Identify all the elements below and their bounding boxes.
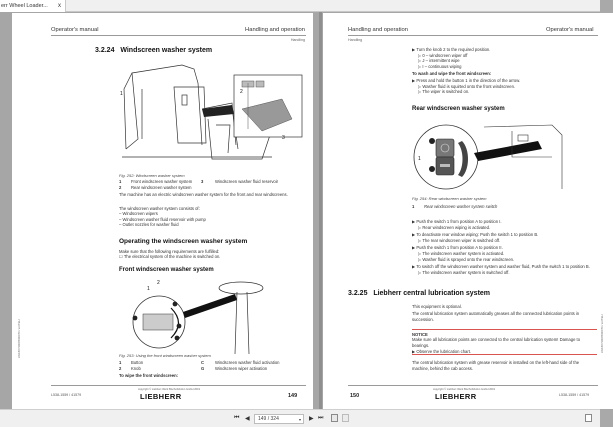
components-list: – Windscreen wipers – Windscreen washer fluid reservoir with pump – Outlet nozzles for washer fluid bbox=[119, 211, 206, 228]
document-viewer[interactable] bbox=[0, 12, 604, 409]
svg-text:1: 1 bbox=[147, 286, 150, 292]
steering-column-switch-figure bbox=[127, 278, 267, 354]
liebherr-logo: LIEBHERR bbox=[140, 392, 182, 401]
svg-text:1: 1 bbox=[120, 91, 123, 97]
header-right: Operator's manual bbox=[546, 27, 594, 33]
fig252-legend: 1 Front windscreen washer system 3 Windscreen washer fluid reservoir 2 Rear windscreen washer system bbox=[119, 179, 279, 190]
rear-step-1: ▶ Push the switch 1 from position A to position I. ▷ Rear windscreen wiping is activated. bbox=[412, 219, 502, 230]
fig252-caption: Fig. 252: Windscreen washer system bbox=[119, 173, 185, 178]
doc-id: L538-1559 / 41579 bbox=[51, 393, 82, 397]
to-wipe-label: To wipe the front windscreen: bbox=[119, 373, 179, 378]
notice-step: ▶ Observe the lubrication chart. bbox=[412, 349, 472, 354]
reservoir-paragraph: The central lubrication system with grease reservoir is installed on the left-hand side of the machine, behind the cab access. bbox=[412, 360, 580, 371]
lubrication-heading bbox=[348, 290, 490, 297]
vertical-note: LWF/07/10005/00070 / en/TEH bbox=[17, 319, 21, 358]
footer-rule bbox=[51, 385, 306, 386]
first-page-button[interactable]: ⏮ bbox=[234, 415, 240, 421]
wash-heading: To wash and wipe the front windscreen: bbox=[412, 71, 492, 76]
page-number-input[interactable]: 149 / 324 ▾ bbox=[254, 414, 304, 424]
rear-step-3: ▶ Push the switch 1 from position A to position II. ▷ The windscreen washer system is activated. ▷ Washer fluid is sprayed onto the rear windscreen. bbox=[412, 245, 515, 262]
tab-title: err Wheel Loader... bbox=[1, 3, 48, 9]
requirements-text: Make sure that the following requirements are fulfilled: bbox=[119, 249, 220, 254]
section-heading bbox=[95, 47, 212, 54]
page-150 bbox=[323, 13, 613, 409]
footer-rule bbox=[348, 385, 598, 386]
page-number: 149 bbox=[288, 393, 298, 399]
rear-steps-list bbox=[412, 219, 602, 275]
fig254-caption: Fig. 254: Rear windscreen washer system bbox=[412, 196, 487, 201]
page-149 bbox=[12, 13, 313, 409]
rear-step-2: ▶ To deactivate rear window wiping: Push the switch 1 to position B. ▷ The rear windscreen wiper is switched off. bbox=[412, 232, 539, 243]
rear-washer-heading: Rear windscreen washer system bbox=[412, 106, 505, 112]
header-left: Operator's manual bbox=[51, 27, 99, 33]
fig253-legend: 1 Button C Windscreen washer fluid activation 2 Knob G Windscreen wiper activation bbox=[119, 360, 280, 371]
wheel-loader-cab-figure bbox=[112, 59, 302, 163]
tab-bar bbox=[0, 0, 600, 12]
subheader: Handling bbox=[290, 38, 305, 42]
fig253-caption: Fig. 253: Using the front windscreen washer system bbox=[119, 353, 211, 358]
prev-page-button[interactable]: ◀ bbox=[245, 416, 250, 422]
notice-box bbox=[412, 329, 597, 355]
svg-text:3: 3 bbox=[282, 135, 285, 141]
doc-id: L538-1559 / 41579 bbox=[559, 393, 590, 397]
copyright: copyright © Liebherr-Werk Bischofshofen GmbH 2019 bbox=[138, 388, 200, 391]
svg-text:1: 1 bbox=[418, 156, 421, 162]
header-rule bbox=[51, 35, 306, 36]
single-page-view-icon[interactable] bbox=[331, 414, 338, 422]
operating-heading: Operating the windscreen washer system bbox=[119, 238, 248, 245]
dropdown-arrow-icon[interactable]: ▾ bbox=[298, 417, 301, 422]
rear-washer-switch-figure bbox=[412, 117, 572, 193]
last-page-button[interactable]: ⏭ bbox=[318, 415, 324, 421]
page-separator bbox=[319, 12, 322, 409]
section-title: Windscreen washer system bbox=[120, 47, 213, 54]
front-washer-heading: Front windscreen washer system bbox=[119, 267, 214, 273]
navigation-toolbar bbox=[0, 409, 600, 427]
consists-of-label: The windscreen washer system consists of: bbox=[119, 206, 200, 211]
step-turn-knob: ▶ Turn the knob 2 to the required position. ▷ 0 – windscreen wiper off ▷ J – intermittent wipe ▷ I – continuous wiping bbox=[412, 47, 491, 69]
header-rule bbox=[348, 35, 598, 36]
close-tab-icon[interactable]: x bbox=[58, 3, 61, 9]
vertical-note: LWF/07/10005/00070 / en/TEH bbox=[600, 314, 604, 353]
notice-text: Make sure all lubrication points are connected to the central lubrication system! Damage to bearings. bbox=[412, 337, 581, 348]
subheader: Handling bbox=[348, 38, 363, 42]
header-left: Handling and operation bbox=[348, 27, 408, 33]
step-press-button: ▶ Press and hold the button 1 in the direction of the arrow. ▷ Washer fluid is squirted onto the front windscreen. ▷ The wiper is switched on. bbox=[412, 78, 521, 95]
document-tab[interactable] bbox=[0, 0, 66, 12]
requirement-item: ☐ The electrical system of the machine is switched on. bbox=[119, 254, 221, 259]
optional-text: This equipment is optional. bbox=[412, 304, 462, 309]
two-page-view-icon[interactable] bbox=[342, 414, 349, 422]
page-number: 150 bbox=[350, 393, 360, 399]
svg-text:2: 2 bbox=[157, 280, 160, 286]
liebherr-logo: LIEBHERR bbox=[435, 392, 477, 401]
section-number: 3.2.24 bbox=[95, 47, 115, 54]
lubrication-paragraph: The central lubrication system automatically greases all the connected lubrication points in succession. bbox=[412, 311, 580, 322]
header-right: Handling and operation bbox=[245, 27, 305, 33]
svg-text:2: 2 bbox=[240, 89, 243, 95]
section-number: 3.2.25 bbox=[348, 290, 368, 297]
copyright: copyright © Liebherr-Werk Bischofshofen GmbH 2019 bbox=[433, 388, 495, 391]
fit-page-icon[interactable] bbox=[585, 414, 592, 422]
next-page-button[interactable]: ▶ bbox=[309, 416, 314, 422]
intro-paragraph: The machine has an electric windscreen washer system for the front and rear windscreens. bbox=[119, 192, 288, 197]
rear-step-4: ▶ To switch off the windscreen washer system and washer fluid, Push the switch 1 to position B. ▷ The windscreen washer system is switched off. bbox=[412, 264, 590, 275]
fig254-legend: 1 Rear windscreen washer system switch bbox=[412, 204, 498, 209]
notice-label: NOTICE bbox=[412, 332, 428, 337]
section-title: Liebherr central lubrication system bbox=[373, 290, 491, 297]
